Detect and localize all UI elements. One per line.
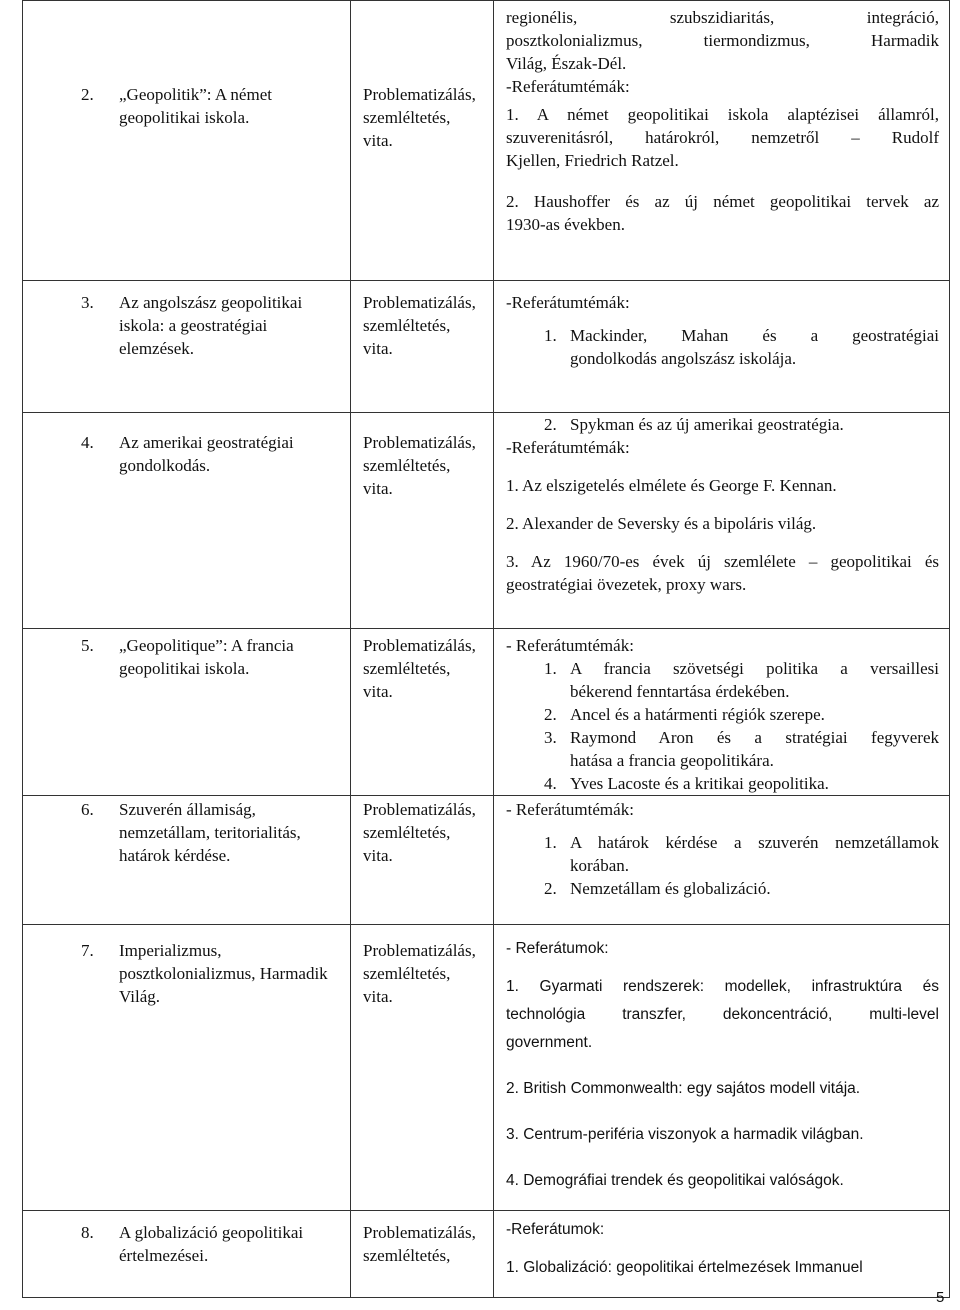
content-line: békerend fenntartása érdekében. (570, 682, 790, 701)
content-line: technológia transzfer, dekoncentráció, multi-level (506, 1006, 939, 1023)
method-cell (351, 281, 494, 413)
topic-number: 5. (81, 636, 94, 655)
method-line: vita. (363, 339, 393, 358)
content-line: 1. Gyarmati rendszerek: modellek, infrastruktúra és (506, 978, 939, 995)
item-number: 1. (544, 833, 557, 852)
topic-title: „Geopolitique”: A francia geopolitikai iskola. (119, 636, 294, 678)
topic-cell (23, 629, 351, 796)
content-line: szuverenitásról, határokról, nemzetről – Rudolf (506, 128, 939, 147)
referat-heading: -Referátumok: (506, 1221, 605, 1238)
topic-number: 3. (81, 293, 94, 312)
referat-heading: -Referátumtémák: (506, 293, 630, 312)
content-line: Nemzetállam és globalizáció. (570, 879, 771, 898)
method-line: Problematizálás, (363, 433, 476, 452)
method-line: vita. (363, 131, 393, 150)
content-cell (494, 629, 950, 796)
method-line: szemléltetés, (363, 823, 451, 842)
topic-title: Az amerikai geostratégiai gondolkodás. (119, 433, 294, 475)
method-line: szemléltetés, (363, 108, 451, 127)
table-row (23, 1, 950, 281)
item-number: 1. (544, 326, 557, 345)
syllabus-table (22, 0, 950, 1298)
referat-heading: -Referátumtémák: (506, 438, 630, 457)
table-row (23, 925, 950, 1211)
method-line: Problematizálás, (363, 85, 476, 104)
topic-title: Szuverén államiság, nemzetállam, teritorialitás, határok kérdése. (119, 800, 301, 865)
content-line: Mackinder, Mahan és a geostratégiai (570, 326, 939, 345)
method-line: vita. (363, 479, 393, 498)
topic-title: „Geopolitik”: A német geopolitikai iskola. (119, 85, 272, 127)
topic-number: 7. (81, 941, 94, 960)
table-row (23, 1211, 950, 1298)
method-line: szemléltetés, (363, 964, 451, 983)
method-line: Problematizálás, (363, 941, 476, 960)
method-cell (351, 1, 494, 281)
method-cell (351, 925, 494, 1211)
method-line: szemléltetés, (363, 659, 451, 678)
item-number: 4. (544, 774, 557, 793)
content-line: gondolkodás angolszász iskolája. (570, 349, 797, 368)
content-line: Kjellen, Friedrich Ratzel. (506, 151, 679, 170)
content-line: Raymond Aron és a stratégiai fegyverek (570, 728, 939, 747)
method-line: Problematizálás, (363, 1223, 476, 1242)
content-line: 2. Haushoffer és az új német geopolitikai tervek az (506, 192, 939, 211)
page-number: 5 (936, 1289, 945, 1306)
content-line: 3. Centrum-periféria viszonyok a harmadik világban. (506, 1126, 864, 1143)
content-cell (494, 1, 950, 281)
table-row (23, 281, 950, 413)
content-cell (494, 281, 950, 413)
method-line: Problematizálás, (363, 293, 476, 312)
referat-heading: -Referátumtémák: (506, 77, 630, 96)
referat-heading: - Referátumtémák: (506, 800, 634, 819)
table-row (23, 629, 950, 796)
content-line: geostratégiai övezetek, proxy wars. (506, 575, 747, 594)
topic-cell (23, 1, 351, 281)
item-number: 2. (544, 415, 557, 434)
content-line: A határok kérdése a szuverén nemzetállamok (570, 833, 939, 852)
content-line: 3. Az 1960/70-es évek új szemlélete – geopolitikai és (506, 552, 939, 571)
topic-cell (23, 413, 351, 629)
content-line: Világ, Észak-Dél. (506, 54, 627, 73)
referat-heading: - Referátumok: (506, 940, 609, 957)
content-cell (494, 796, 950, 925)
topic-number: 6. (81, 800, 94, 819)
content-line: 4. Demográfiai trendek és geopolitikai valóságok. (506, 1172, 844, 1189)
method-line: szemléltetés, (363, 1246, 451, 1265)
content-line: 2. Alexander de Seversky és a bipoláris világ. (506, 514, 817, 533)
content-line: hatása a francia geopolitikára. (570, 751, 774, 770)
table-row (23, 796, 950, 925)
content-line: 1. Globalizáció: geopolitikai értelmezések Immanuel (506, 1259, 863, 1276)
item-number: 2. (544, 705, 557, 724)
method-line: vita. (363, 846, 393, 865)
content-cell (494, 413, 950, 629)
method-cell (351, 796, 494, 925)
referat-heading: - Referátumtémák: (506, 636, 634, 655)
content-line: 2. British Commonwealth: egy sajátos modell vitája. (506, 1080, 861, 1097)
item-number: 1. (544, 659, 557, 678)
topic-number: 2. (81, 85, 94, 104)
topic-cell (23, 796, 351, 925)
item-number: 2. (544, 879, 557, 898)
content-line: 1930-as években. (506, 215, 625, 234)
topic-cell (23, 1211, 351, 1298)
content-cell (494, 925, 950, 1211)
content-line: 1. A német geopolitikai iskola alaptézisei államról, (506, 105, 939, 124)
content-line: A francia szövetségi politika a versaillesi (570, 659, 939, 678)
content-line: regionélis, szubszidiaritás, integráció, (506, 8, 939, 27)
topic-title: Imperializmus, posztkolonializmus, Harmadik Világ. (119, 941, 328, 1006)
method-cell (351, 413, 494, 629)
content-line: government. (506, 1034, 593, 1051)
table-row (23, 413, 950, 629)
content-cell (494, 1211, 950, 1298)
method-line: szemléltetés, (363, 456, 451, 475)
method-line: vita. (363, 682, 393, 701)
method-line: szemléltetés, (363, 316, 451, 335)
topic-title: A globalizáció geopolitikai értelmezései. (119, 1223, 304, 1265)
item-number: 3. (544, 728, 557, 747)
method-cell (351, 629, 494, 796)
content-line: korában. (570, 856, 630, 875)
method-line: Problematizálás, (363, 636, 476, 655)
method-cell (351, 1211, 494, 1298)
content-line: 1. Az elszigetelés elmélete és George F. Kennan. (506, 476, 837, 495)
topic-title: Az angolszász geopolitikai iskola: a geostratégiai elemzések. (119, 293, 303, 358)
content-line: Spykman és az új amerikai geostratégia. (570, 415, 844, 434)
content-line: Ancel és a határmenti régiók szerepe. (570, 705, 825, 724)
content-line: Yves Lacoste és a kritikai geopolitika. (570, 774, 829, 793)
method-line: vita. (363, 987, 393, 1006)
method-line: Problematizálás, (363, 800, 476, 819)
topic-cell (23, 281, 351, 413)
content-line: posztkolonializmus, tiermondizmus, Harmadik (506, 31, 939, 50)
topic-cell (23, 925, 351, 1211)
topic-number: 8. (81, 1223, 94, 1242)
topic-number: 4. (81, 433, 94, 452)
